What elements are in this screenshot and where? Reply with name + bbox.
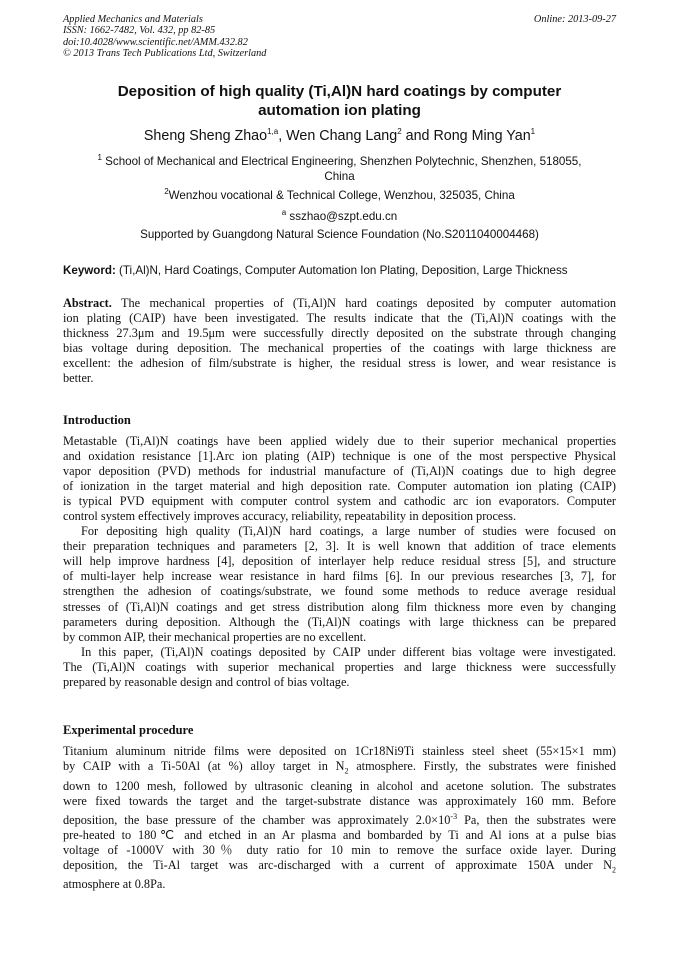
intro-paragraph-1 (63, 434, 616, 524)
intro-p2-line: of multi-layer help increase wear resistance in hard films [6]. In our previous researches [3, 7], for (63, 569, 616, 584)
intro-paragraph-2 (63, 524, 616, 644)
affiliation-2-text: Wenzhou vocational & Technical College, Wenzhou, 325035, China (168, 188, 515, 202)
affiliation-1 (63, 150, 616, 184)
copyright-line: © 2013 Trans Tech Publications Ltd, Switzerland (63, 48, 267, 60)
n2-subscript: 2 (344, 766, 349, 776)
exp-line-1: Titanium aluminum nitride films were deposited on 1Cr18Ni9Ti stainless steel sheet (55×15×1 mm) (63, 744, 616, 758)
intro-p2-line: their preparation techniques and parameters [2, 3]. It is well known that addition of trace elements (63, 539, 616, 554)
author-3: and Rong Ming Yan (401, 127, 531, 144)
paper-title (63, 82, 616, 120)
intro-p1-line: of ionization in the target material and high deposition rate. Computer automation ion plating (CAIP) (63, 479, 616, 494)
exp-line-9: atmosphere at 0.8Pa. (63, 877, 166, 892)
affiliation-2-mark: 2 (164, 187, 169, 196)
title-line-1: Deposition of high quality (Ti,Al)N hard coatings by computer (117, 83, 562, 100)
exp-line-6: pre-heated to 180℃ and etched in an Ar plasma and bombarded by Ti and Al ions at a pulse bias (63, 827, 616, 842)
intro-p1-line: is typical PVD equipment with computer control system and cathodic arc ion evaporators. Computer (63, 494, 616, 509)
abstract-line-3: thickness 27.3μm and 19.5μm were successfully directly deposited on the substrate through changing (63, 326, 616, 341)
intro-p1-line: Metastable (Ti,Al)N coatings have been applied widely due to their superior mechanical properties (63, 434, 616, 448)
email-text: sszhao@szpt.edu.cn (286, 209, 398, 223)
exp-line-5: deposition, the base pressure of the chamber was approximately $2.0\times 10^{-3}$ Pa, then the substrates were (63, 811, 616, 827)
exponent: -3 (450, 811, 458, 821)
journal-header (63, 14, 616, 60)
n2-subscript: 2 (612, 865, 616, 875)
doi-line: doi:10.4028/www.scientific.net/AMM.432.82 (63, 36, 248, 48)
affiliation-1-mark: 1 (97, 153, 102, 162)
intro-p1-line: control system effectively improves accuracy, reliability, repeatability in deposition process. (63, 509, 517, 524)
affiliation-2 (63, 184, 616, 203)
author-1: Sheng Sheng Zhao (143, 127, 268, 144)
affiliation-1-line-1: School of Mechanical and Electrical Engineering, Shenzhen Polytechnic, Shenzhen, 518055, (101, 154, 582, 168)
experimental-body (63, 744, 616, 892)
author-2-affil: 2 (397, 127, 402, 136)
introduction-heading: Introduction (63, 413, 131, 427)
exp-line-4: were fixed towards the target and the target-substrate distance was approximately 160 mm. Before (63, 793, 616, 808)
author-email (63, 205, 616, 224)
intro-p2-line: stresses of (Ti,Al)N coatings and get stress distribution along film thickness more even by changing (63, 599, 616, 614)
intro-p3-line: In this paper, (Ti,Al)N coatings deposited by CAIP under different bias voltage were investigated. (81, 644, 616, 659)
abstract-line-4: bias voltage during deposition. The mechanical properties of the coatings with large thickness are (63, 341, 616, 356)
keywords-label: Keyword: (63, 264, 116, 277)
author-1-affil: 1,a (267, 127, 279, 136)
affiliation-1-line-2: China (324, 169, 355, 183)
intro-p1-line: and oxidation resistance [1].Arc ion plating (AIP) technique is one of the most perspective Physical (63, 449, 616, 464)
intro-p1-line: vapor deposition (PVD) methods for industrial manufacture of (Ti,Al)N coatings due to high degree (63, 464, 616, 479)
abstract-line-5: excellent: the adhesion of film/substrate is higher, the residual stress is lower, and wear resistance is (63, 356, 616, 371)
issn-line: ISSN: 1662-7482, Vol. 432, pp 82-85 (63, 25, 216, 37)
intro-p2-line: For depositing high quality (Ti,Al)N hard coatings, a large number of studies were focused on (81, 524, 616, 539)
keywords-text: (Ti,Al)N, Hard Coatings, Computer Automation Ion Plating, Deposition, Large Thickness (115, 264, 568, 277)
intro-p2-line: parameters during deposition. Although the (Ti,Al)N coatings with large thickness can be prepared (63, 614, 616, 629)
exp-line-8: deposition, the Ti-Al target was arc-discharged with a current of approximate 150A under $N_2$ (63, 857, 616, 875)
journal-name: Applied Mechanics and Materials (63, 14, 203, 25)
keywords (63, 263, 616, 278)
author-list (63, 123, 616, 145)
author-3-affil: 1 (530, 127, 536, 136)
exp-line-7: voltage of -1000V with 30％ duty ratio for 10 min to remove the surface oxide layer. During (63, 842, 616, 857)
abstract (63, 296, 616, 386)
abstract-label: Abstract. (63, 296, 112, 310)
introduction-body (63, 434, 616, 690)
abstract-line-1: The mechanical properties of (Ti,Al)N hard coatings deposited by computer automation (111, 296, 616, 310)
intro-p3-line: prepared by reasonable design and control of bias voltage. (63, 674, 350, 689)
abstract-line-2: ion plating (CAIP) have been investigated. The results indicate that the (Ti,Al)N coatings with the (63, 311, 616, 326)
experimental-heading: Experimental procedure (63, 723, 194, 737)
online-date: Online: 2013-09-27 (533, 14, 616, 25)
intro-p2-line: by common AIP, their mechanical properties are no excellent. (63, 629, 367, 644)
exp-line-2: by CAIP with a Ti-50Al (at %) alloy target in $N_2$ atmosphere. Firstly, the substrates were finished (63, 759, 616, 776)
abstract-line-6: better. (63, 371, 94, 386)
intro-p3-line: The (Ti,Al)N coatings with superior mechanical properties and large thickness were successfully (63, 659, 616, 674)
author-2: , Wen Chang Lang (278, 127, 398, 144)
email-mark: a (281, 208, 287, 217)
title-line-2: automation ion plating (258, 102, 421, 119)
exp-line-3: down to 1200 mesh, followed by ultrasonic cleaning in alcohol and acetone solution. The substrates (63, 778, 616, 793)
intro-p2-line: will help improve hardness [4], deposition of interlayer help reduce residual stress [5], and structure (63, 554, 616, 569)
intro-p2-line: strengthen the adhesion of coatings/substrate, we found some methods to reduce average residual (63, 584, 616, 599)
intro-paragraph-3 (63, 645, 616, 690)
funding-note: Supported by Guangdong Natural Science Foundation (No.S2011040004468) (140, 228, 539, 241)
